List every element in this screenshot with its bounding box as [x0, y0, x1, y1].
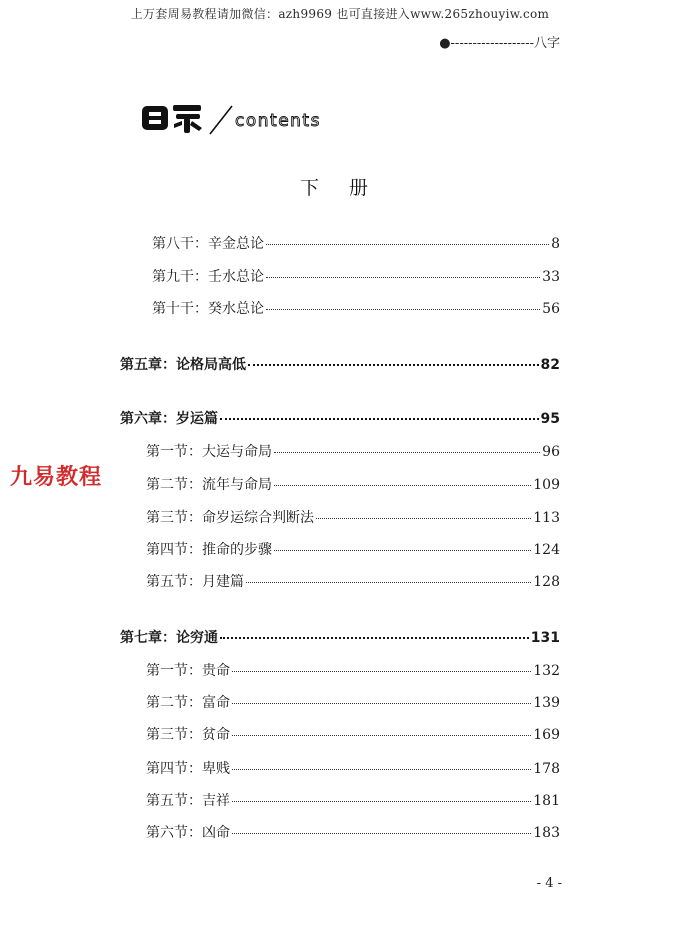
- toc-page: 113: [533, 510, 560, 526]
- toc-entry[interactable]: [146, 758, 560, 778]
- toc-entry[interactable]: [152, 298, 560, 318]
- toc-page: 169: [533, 727, 560, 743]
- leader-dots: [220, 418, 539, 420]
- toc-label: 第五章：论格局高低: [120, 357, 246, 373]
- toc-page: 178: [533, 761, 560, 777]
- toc-label: 第二节：富命: [146, 695, 230, 711]
- contents-logo: [140, 100, 355, 136]
- toc-entry[interactable]: [146, 660, 560, 680]
- leader-dots: [232, 833, 531, 834]
- toc-label: 第七章：论穷通: [120, 630, 218, 646]
- svg-text:contents: contents: [235, 111, 321, 131]
- toc-label: 第三节：命岁运综合判断法: [146, 510, 314, 526]
- toc-page: 109: [533, 477, 560, 493]
- site-watermark: 九易教程: [10, 465, 103, 490]
- toc-label: 第一节：贵命: [146, 663, 230, 679]
- toc-label: 第三节：贫命: [146, 727, 230, 743]
- toc-page: 33: [542, 269, 560, 285]
- toc-label: 第九干：壬水总论: [152, 269, 264, 285]
- top-watermark: 上万套周易教程请加微信：azh9969 也可直接进入www.265zhouyiw.com: [130, 7, 550, 21]
- toc-page: 56: [542, 301, 560, 317]
- toc-label: 第五节：吉祥: [146, 793, 230, 809]
- toc-entry[interactable]: [146, 571, 560, 591]
- toc-page: 95: [540, 411, 560, 427]
- toc-page: 131: [530, 630, 560, 646]
- toc-page: 132: [533, 663, 560, 679]
- page-number: - 4 -: [536, 876, 562, 891]
- toc-entry[interactable]: [152, 266, 560, 286]
- leader-dots: [248, 364, 539, 366]
- leader-dots: [266, 309, 540, 310]
- toc-chapter[interactable]: [120, 627, 560, 647]
- toc-page: 96: [542, 444, 560, 460]
- toc-page: 8: [551, 236, 560, 252]
- toc-page: 181: [533, 793, 560, 809]
- toc-label: 第十干：癸水总论: [152, 301, 264, 317]
- leader-dots: [274, 485, 531, 486]
- leader-dots: [266, 277, 540, 278]
- leader-dots: [232, 703, 531, 704]
- toc-entry[interactable]: [146, 822, 560, 842]
- toc-entry[interactable]: [146, 507, 560, 527]
- leader-dots: [246, 582, 531, 583]
- toc-entry[interactable]: [146, 441, 560, 461]
- toc-entry[interactable]: [146, 724, 560, 744]
- toc-page: 82: [540, 357, 560, 373]
- leader-dots: [232, 801, 531, 802]
- toc-entry[interactable]: [146, 539, 560, 559]
- toc-label: 第六章：岁运篇: [120, 411, 218, 427]
- toc-label: 第五节：月建篇: [146, 574, 244, 590]
- leader-dots: [232, 769, 531, 770]
- section-title: 下 册: [299, 177, 381, 199]
- toc-label: 第四节：推命的步骤: [146, 542, 272, 558]
- toc-page: 128: [533, 574, 560, 590]
- toc-page: 183: [533, 825, 560, 841]
- leader-dots: [232, 671, 531, 672]
- toc-entry[interactable]: [152, 233, 560, 253]
- toc-entry[interactable]: [146, 790, 560, 810]
- leader-dots: [316, 518, 531, 519]
- toc-chapter[interactable]: [120, 408, 560, 428]
- toc-label: 第八干：辛金总论: [152, 236, 264, 252]
- toc-label: 第一节：大运与命局: [146, 444, 272, 460]
- toc-label: 第二节：流年与命局: [146, 477, 272, 493]
- running-header: ●-------------------八字: [439, 36, 560, 51]
- toc-page: 139: [533, 695, 560, 711]
- toc-page: 124: [533, 542, 560, 558]
- toc-label: 第六节：凶命: [146, 825, 230, 841]
- toc-entry[interactable]: [146, 474, 560, 494]
- toc-chapter[interactable]: [120, 354, 560, 374]
- toc-entry[interactable]: [146, 692, 560, 712]
- leader-dots: [220, 637, 529, 639]
- leader-dots: [274, 550, 531, 551]
- toc-label: 第四节：卑贱: [146, 761, 230, 777]
- leader-dots: [266, 244, 549, 245]
- leader-dots: [232, 735, 531, 736]
- leader-dots: [274, 452, 540, 453]
